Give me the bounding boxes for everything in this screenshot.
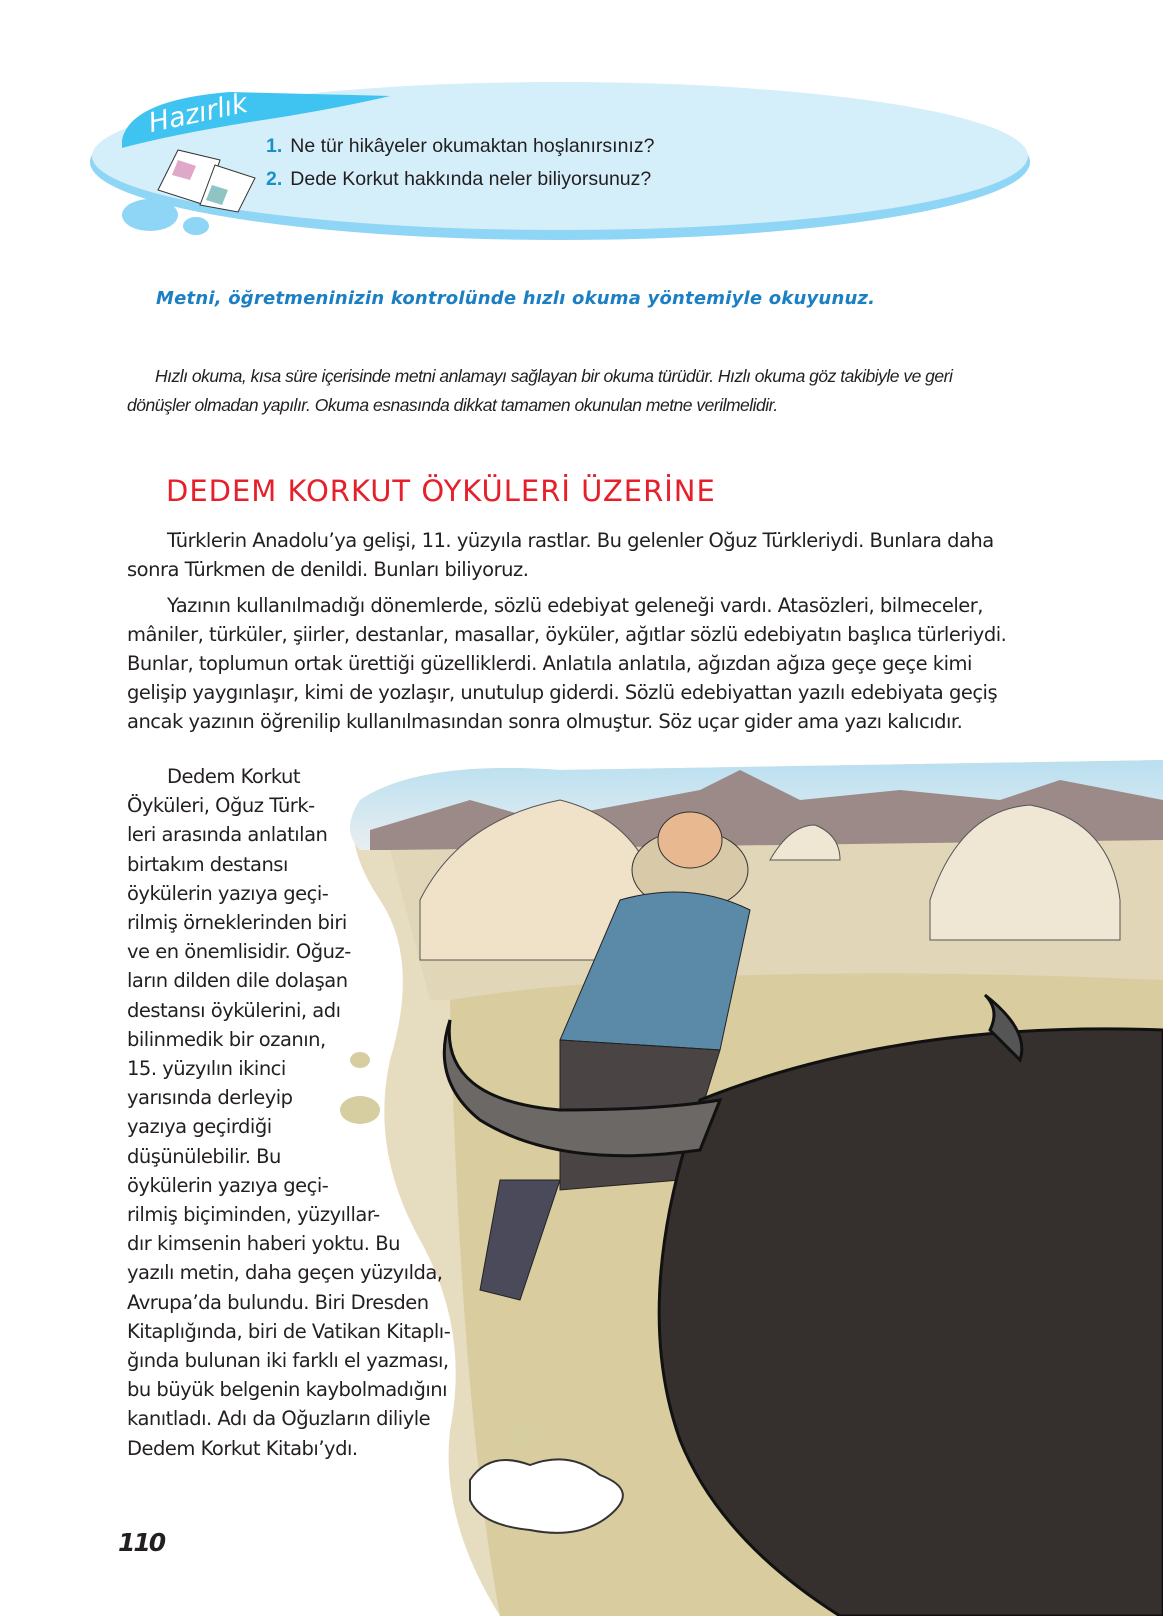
question-number: 2. bbox=[266, 168, 283, 190]
text-line: kanıtladı. Adı da Oğuzların diliyle bbox=[127, 1407, 431, 1431]
text-line: yarısında derleyip bbox=[127, 1086, 293, 1110]
text-line: öykülerin yazıya geçi- bbox=[127, 881, 329, 905]
question-text: Dede Korkut hakkında neler biliyorsunuz? bbox=[290, 168, 652, 190]
text-line: rilmiş biçiminden, yüzyıllar- bbox=[127, 1203, 380, 1227]
text-line: ların dilden dile dolaşan bbox=[127, 969, 348, 993]
text-line: düşünülebilir. Bu bbox=[127, 1144, 281, 1168]
page-title: DEDEM KORKUT ÖYKÜLERİ ÜZERİNE bbox=[166, 474, 716, 508]
text-line: Öyküleri, Oğuz Türk- bbox=[127, 794, 315, 818]
question-number: 1. bbox=[266, 135, 283, 157]
text-line: Dedem Korkut bbox=[167, 765, 301, 788]
text-line: destansı öykülerini, adı bbox=[127, 998, 341, 1022]
text-line: bu büyük belgenin kaybolmadığını bbox=[127, 1378, 448, 1402]
hazirlik-label: Hazırlık bbox=[145, 87, 251, 140]
text-line: ğında bulunan iki farklı el yazması, bbox=[127, 1349, 449, 1373]
reading-instruction: Metni, öğretmeninizin kontrolünde hızlı okuma yöntemiyle okuyunuz. bbox=[156, 288, 876, 309]
text-line: yazıya geçirdiği bbox=[127, 1115, 272, 1139]
page-number: 110 bbox=[118, 1528, 165, 1557]
text-line: Avrupa’da bulundu. Biri Dresden bbox=[127, 1290, 429, 1314]
text-line: 15. yüzyılın ikinci bbox=[127, 1057, 286, 1081]
text-line: rilmiş örneklerinden biri bbox=[127, 911, 347, 935]
paragraph: Türklerin Anadolu’ya gelişi, 11. yüzyıla rastlar. Bu gelenler Oğuz Türkleriydi. Bunlara daha sonra Türkmen de denildi. Bunları biliyoruz. bbox=[127, 529, 994, 581]
text-line: bilinmedik bir ozanın, bbox=[127, 1027, 326, 1051]
question-text: Ne tür hikâyeler okumaktan hoşlanırsınız? bbox=[290, 135, 655, 157]
text-line: dır kimsenin haberi yoktu. Bu bbox=[127, 1232, 400, 1256]
text-line: leri arasında anlatılan bbox=[127, 823, 328, 847]
intro-text: Hızlı okuma, kısa süre içerisinde metni anlamayı sağlayan bir okuma türüdür. Hızlı okuma göz takibiyle ve geri dönüşler olmadan yapılır. Okuma esnasında dikkat tamamen okunulan metne verilmelidir. bbox=[127, 366, 953, 415]
text-line: Kitaplığında, biri de Vatikan Kitaplı- bbox=[127, 1319, 451, 1343]
paragraph: Yazının kullanılmadığı dönemlerde, sözlü edebiyat geleneği vardı. Atasözleri, bilmeceler, mâniler, türküler, şiirler, destanlar, masallar, öyküler, ağıtlar sözlü edebiyatın başlıca türleriydi. Bunlar, toplumun ortak ürettiği güzelliklerdi. Anlatıla anlatıla, ağızdan ağıza geçe geçe kimi gelişip yaygınlaşır, kimi de yozlaşır, unutulup giderdi. Sözlü edebiyattan yazılı edebiyata geçiş ancak yazının öğrenilip kullanılmasından sonra olmuştur. Söz uçar gider ama yazı kalıcıdır. bbox=[127, 594, 1007, 733]
text-line: ve en önemlisidir. Oğuz- bbox=[127, 940, 351, 964]
text-line: yazılı metin, daha geçen yüzyılda, bbox=[127, 1261, 443, 1285]
wrapped-column-text bbox=[127, 762, 450, 1463]
text-line: Dedem Korkut Kitabı’ydı. bbox=[127, 1436, 358, 1460]
text-line: birtakım destansı bbox=[127, 852, 288, 876]
text-line: öykülerin yazıya geçi- bbox=[127, 1173, 329, 1197]
